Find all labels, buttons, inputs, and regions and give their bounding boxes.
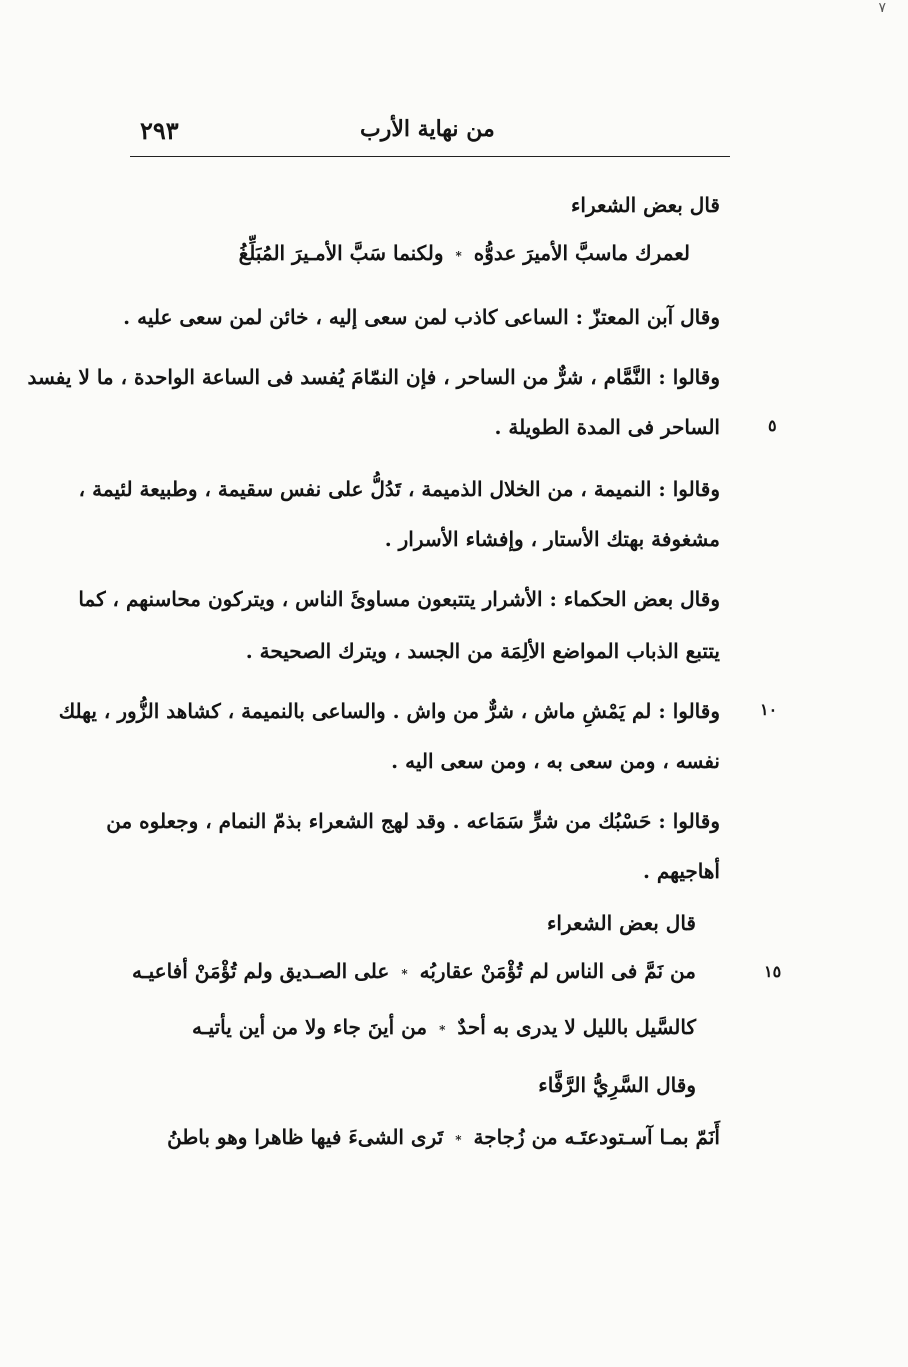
line-number: ٥ — [768, 416, 777, 435]
prose-line: وقالوا : لم يَمْشِ ماش ، شرٌّ من واش . والساعى بالنميمة ، كشاهد الزُّور ، يهلك — [58, 699, 720, 723]
prose-line: وقالوا : حَسْبُك من شرٍّ سَمَاعه . وقد لهج الشعراء بذمّ النمام ، وجعلوه من — [106, 809, 720, 833]
verse-right-hemistich: لعمرك ماسبَّ الأميرَ عدوُّه — [473, 241, 690, 265]
verse-line — [132, 956, 696, 989]
prose-line: نفسه ، ومن سعى به ، ومن سعى اليه . — [391, 749, 720, 773]
verse-separator: * — [455, 249, 462, 263]
verse-left-hemistich: تَرى الشىءَ فيها ظاهرا وهو باطنُ — [167, 1125, 444, 1149]
running-title: من نهاية الأرب — [360, 116, 495, 142]
verse-line — [167, 1122, 720, 1155]
intro-line: قال بعض الشعراء — [547, 911, 696, 935]
page-header — [130, 112, 730, 152]
prose-line: الساحر فى المدة الطويلة . — [494, 415, 720, 439]
prose-line: وقال آبن المعتزّ : الساعى كاذب لمن سعى إليه ، خائن لمن سعى عليه . — [123, 305, 720, 329]
intro-line: قال بعض الشعراء — [571, 193, 720, 217]
prose-line: وقال بعض الحكماء : الأشرار يتتبعون مساوئَ الناس ، ويتركون محاسنهم ، كما — [78, 587, 720, 611]
verse-line — [239, 238, 690, 271]
line-number: ١٠ — [760, 700, 778, 719]
verse-left-hemistich: من أينَ جاء ولا من أين يأتيـه — [192, 1015, 428, 1039]
prose-line: مشغوفة بهتك الأستار ، وإفشاء الأسرار . — [384, 527, 720, 551]
verse-line — [192, 1012, 696, 1045]
header-rule — [130, 156, 730, 157]
verse-right-hemistich: كالسَّيل بالليل لا يدرى به أحدٌ — [457, 1015, 696, 1039]
prose-line: وقالوا : النَّمَّام ، شرٌّ من الساحر ، فإن النمّامَ يُفسد فى الساعة الواحدة ، ما لا يفسد — [27, 365, 720, 389]
verse-separator: * — [439, 1023, 446, 1037]
intro-line: وقال السَّرِيُّ الرَّفَّاء — [538, 1073, 696, 1097]
verse-left-hemistich: على الصـديق ولم تُؤْمَنْ أفاعيـه — [132, 959, 390, 983]
corner-mark: ٧ — [878, 0, 886, 16]
verse-left-hemistich: ولكنما سَبَّ الأمـيرَ المُبَلِّغُ — [238, 241, 444, 265]
verse-right-hemistich: من نَمَّ فى الناس لم تُؤْمَنْ عقاربُه — [419, 959, 696, 983]
prose-line: وقالوا : النميمة ، من الخلال الذميمة ، تَدُلُّ على نفس سقيمة ، وطبيعة لئيمة ، — [78, 477, 720, 501]
verse-separator: * — [455, 1133, 462, 1147]
verse-separator: * — [401, 967, 408, 981]
prose-line: أهاجيهم . — [642, 859, 720, 883]
verse-right-hemistich: أَنَمّ بمـا آسـتودعتَـه من زُجاجة — [473, 1125, 720, 1149]
prose-line: يتتبع الذباب المواضع الألِمَة من الجسد ، ويترك الصحيحة . — [245, 639, 720, 663]
page-number: ٢٩٣ — [140, 116, 179, 145]
line-number: ١٥ — [764, 962, 782, 981]
